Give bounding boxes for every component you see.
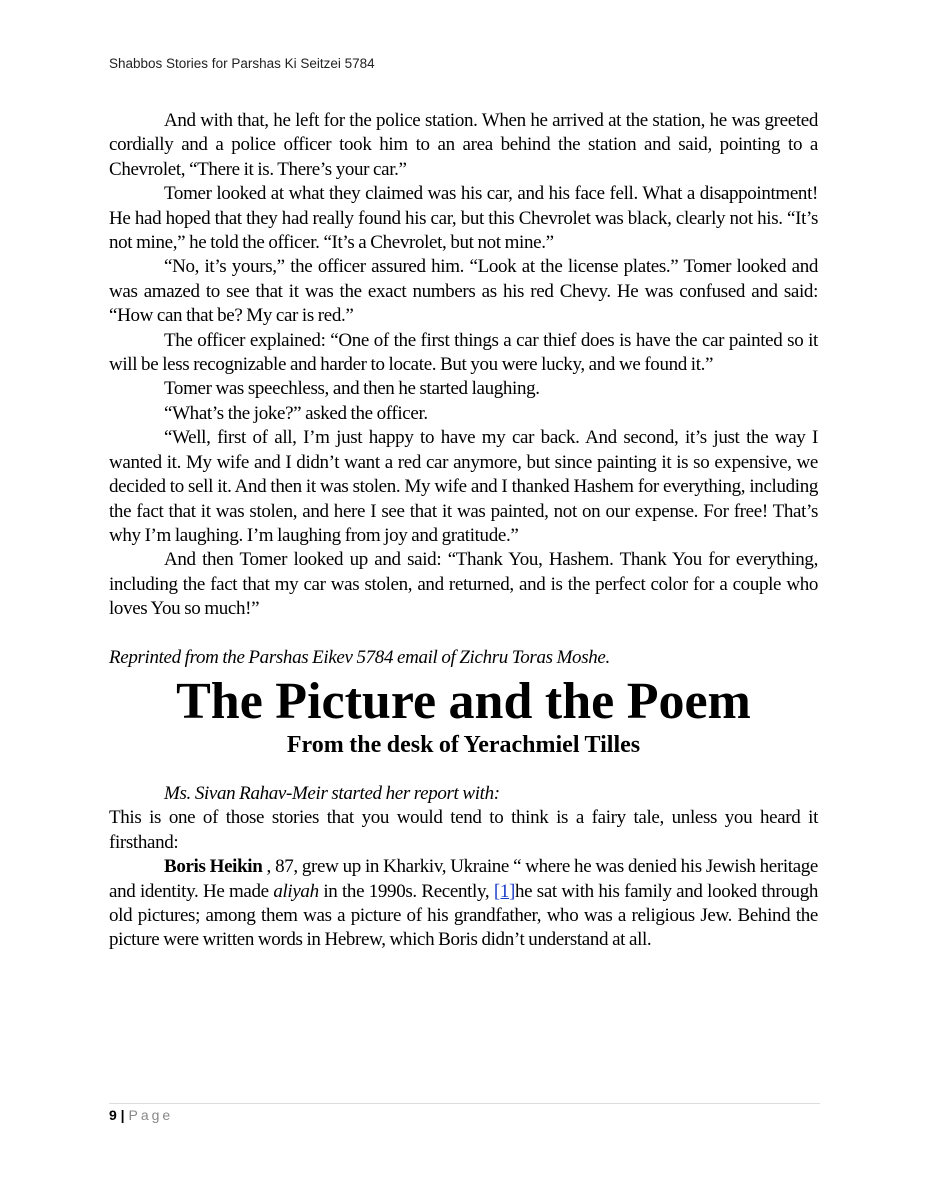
- paragraph: “What’s the joke?” asked the officer.: [164, 402, 428, 424]
- paragraph: This is one of those stories that you would tend to think is a fairy tale, unless you heard it firsthand:: [109, 807, 818, 853]
- separator: |: [116, 1107, 129, 1123]
- page-footer: [109, 1107, 173, 1123]
- paragraph: “Well, first of all, I’m just happy to have my car back. And second, it’s just the way I wanted it. My wife and I didn’t want a red car anymore, but since painting it is so expensive, we decided to sell it. And then it was stolen. My wife and I thanked Hashem for everything, including the fact that it was stolen, and here I see that it was painted, not on our expense. For free! That’s why I’m laughing. I’m laughing from joy and gratitude.”: [109, 427, 818, 546]
- article-subtitle: From the desk of Yerachmiel Tilles: [286, 731, 641, 758]
- paragraph: Tomer looked at what they claimed was his car, and his face fell. What a disappointment! He had hoped that they had really found his car, but this Chevrolet was black, clearly not his. “It’s not mine,” he told the officer. “It’s a Chevrolet, but not mine.”: [109, 183, 818, 254]
- footnote-link[interactable]: [1]: [493, 880, 515, 902]
- text: , 87, grew up in Kharkiv, Ukraine “ where he was denied his Jewish heritage and identity. He made: [109, 856, 819, 902]
- paragraph: And then Tomer looked up and said: “Thank You, Hashem. Thank You for everything, including the fact that my car was stolen, and returned, and is the perfect color for a couple who loves You so much!”: [109, 549, 818, 620]
- person-name: Boris Heikin: [164, 856, 263, 878]
- footer-divider: [109, 1103, 820, 1104]
- paragraph: [109, 855, 818, 953]
- page-number: 9: [109, 1107, 117, 1123]
- article-title: The Picture and the Poem: [176, 672, 751, 730]
- paragraph: And with that, he left for the police station. When he arrived at the station, he was greeted cordially and a police officer took him to an area behind the station and said, pointing to a Chevrolet, “There it is. There’s your car.”: [109, 110, 818, 180]
- paragraph: Tomer was speechless, and then he started laughing.: [164, 378, 540, 400]
- paragraph: “No, it’s yours,” the officer assured him. “Look at the license plates.” Tomer looked and was amazed to see that it was the exact numbers as his red Chevy. He was confused and said: “How can that be? My car is red.”: [109, 256, 818, 327]
- reprint-credit: Reprinted from the Parshas Eikev 5784 email of Zichru Toras Moshe.: [109, 646, 610, 668]
- page-label: Page: [128, 1107, 174, 1123]
- document-body: [109, 109, 818, 953]
- running-header: Shabbos Stories for Parshas Ki Seitzei 5784: [109, 56, 375, 71]
- term: aliyah: [273, 880, 319, 902]
- paragraph: The officer explained: “One of the first things a car thief does is have the car painted so it will be less recognizable and harder to locate. But you were lucky, and we found it.”: [109, 329, 818, 376]
- text: he sat with his family and looked through old pictures; among them was a picture of his grandfather, who was a religious Jew. Behind the picture were written words in Hebrew, which Boris didn’t understand at all.: [109, 880, 818, 951]
- text: in the 1990s. Recently,: [318, 880, 494, 902]
- article-intro: Ms. Sivan Rahav-Meir started her report with:: [164, 782, 500, 804]
